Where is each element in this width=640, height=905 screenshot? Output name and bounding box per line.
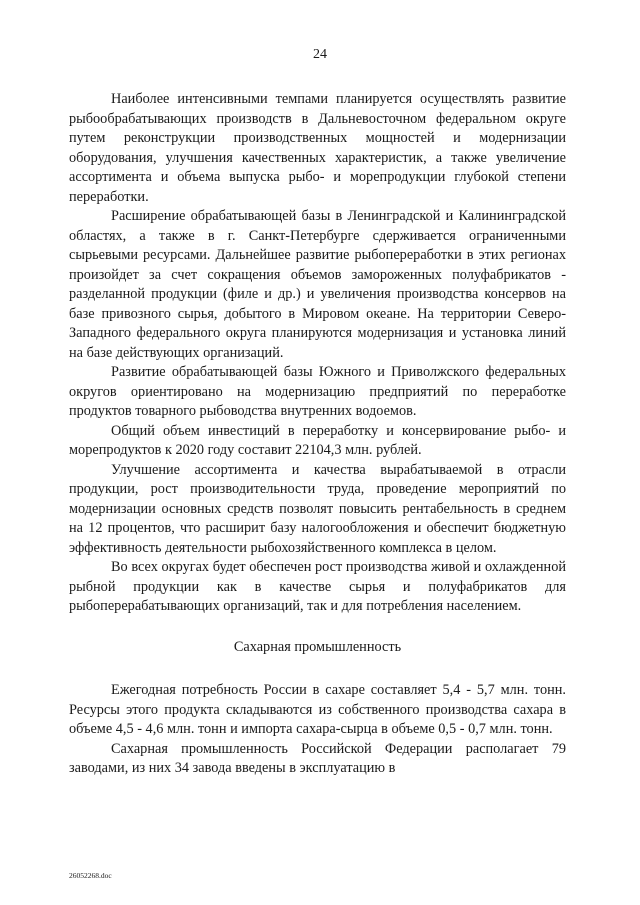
paragraph-assortment: Улучшение ассортимента и качества вырабатываемой в отрасли продукции, рост производительности труда, проведение мероприятий по модернизации основных средств позволят повысить рентабельность в среднем на 12 процентов, что расширит базу налогообложения и обеспечит бюджетную эффективность деятельности рыбохозяйственного комплекса в целом. — [69, 461, 566, 556]
paragraph-all-districts: Во всех округах будет обеспечен рост производства живой и охлажденной рыбной продукции как в качестве сырья и полуфабрикатов для рыбоперерабатывающих организаций, так и для потребления населением. — [69, 559, 566, 614]
paragraph-investment: Общий объем инвестиций в переработку и консервирование рыбо- и морепродуктов к 2020 году составит 22104,3 млн. рублей. — [69, 422, 566, 458]
section-heading-sugar: Сахарная промышленность — [233, 638, 402, 655]
paragraph-sugar-plants: Сахарная промышленность Российской Федерации располагает 79 заводами, из них 34 завода введены в эксплуатацию в — [69, 740, 566, 776]
document-code: 26052268.doc — [69, 871, 112, 880]
page-number: 24 — [313, 47, 327, 62]
paragraph-leningrad-kaliningrad: Расширение обрабатывающей базы в Ленинградской и Калининградской областях, а также в г. Санкт-Петербурге сдерживается ограниченными сырьевыми ресурсами. Дальнейшее развитие рыбопереработки в этих регионах произойдет за счет сокращения объемов замороженных полуфабрикатов - разделанной продукции (филе и др.) и увеличения производства консервов на базе привозного сырья, добытого в Мировом океане. На территории Северо-Западного федерального округа планируются модернизация и установка линий на базе действующих организаций. — [69, 208, 566, 361]
paragraph-south-volga: Развитие обрабатывающей базы Южного и Приволжского федеральных округов ориентировано на модернизацию предприятий по переработке продуктов товарного рыбоводства внутренних водоемов. — [69, 364, 566, 419]
document-body — [69, 90, 566, 779]
paragraph-sugar-demand: Ежегодная потребность России в сахаре составляет 5,4 - 5,7 млн. тонн. Ресурсы этого продукта складываются из собственного производства сахара в объеме 4,5 - 4,6 млн. тонн и импорта сахара-сырца в объеме 0,5 - 0,7 млн. тонн. — [69, 682, 566, 737]
paragraph-far-east: Наиболее интенсивными темпами планируется осуществлять развитие рыбообрабатывающих производств в Дальневосточном федеральном округе путем реконструкции производственных мощностей и модернизации оборудования, улучшения качественных характеристик, а также увеличение ассортимента и объема выпуска рыбо- и морепродукции глубокой степени переработки. — [69, 91, 566, 205]
